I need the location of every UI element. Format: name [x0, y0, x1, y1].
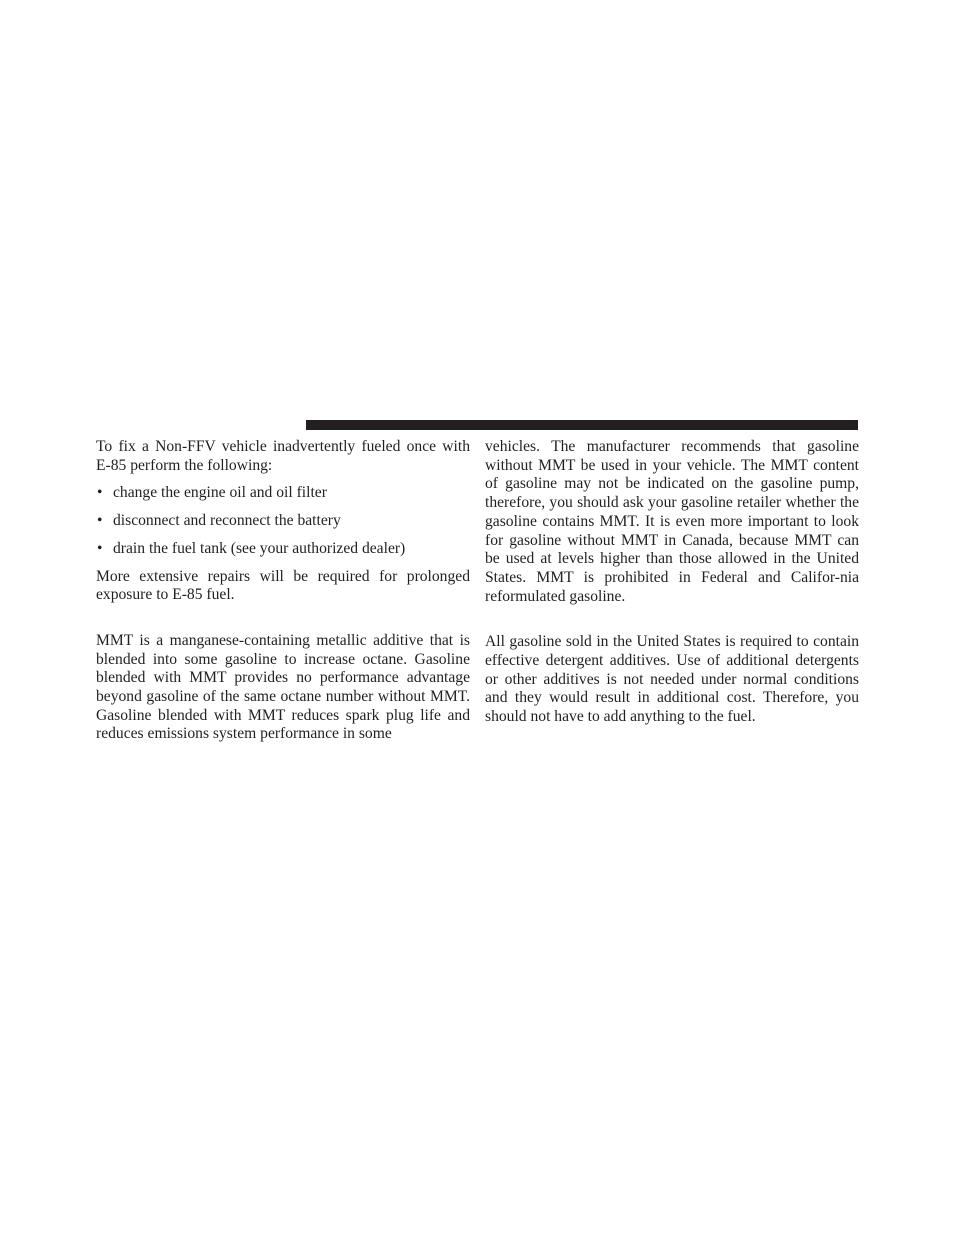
list-item [96, 540, 470, 559]
mmt-paragraph: MMT is a manganese-containing metallic additive that is blended into some gasoline to increase octane. Gasoline blended with MMT provides no performance advantage beyond gasoline of the same octane number without MMT. Gasoline blended with MMT reduces spark plug life and reduces emissions system performance in some [96, 631, 470, 743]
repair-steps-list [96, 484, 470, 558]
bullet-icon: • [97, 484, 103, 502]
list-item-text: drain the fuel tank (see your authorized dealer) [113, 539, 406, 557]
list-item [96, 512, 470, 531]
mmt-continued-paragraph: vehicles. The manufacturer recommends that gasoline without MMT be used in your vehicle. The MMT content of gasoline may not be indicated on the gasoline pump, therefore, you should ask your gasoline retailer whether the gasoline contains MMT. It is even more important to look for gasoline without MMT in Canada, because MMT can be used at levels higher than those allowed in the United States. MMT is prohibited in Federal and Califor-nia reformulated gasoline. [485, 438, 859, 605]
intro-paragraph: To fix a Non-FFV vehicle inadvertently fueled once with E-85 perform the following: [96, 438, 470, 474]
section-header-bar [306, 420, 858, 430]
bullet-icon: • [97, 512, 103, 530]
list-item-text: change the engine oil and oil filter [113, 484, 327, 502]
left-column [96, 438, 470, 744]
right-column [485, 438, 859, 727]
repairs-paragraph: More extensive repairs will be required for prolonged exposure to E-85 fuel. [96, 567, 470, 604]
list-item-text: disconnect and reconnect the battery [113, 512, 341, 530]
bullet-icon: • [97, 539, 103, 557]
detergents-paragraph: All gasoline sold in the United States is required to contain effective detergent additives. Use of additional detergents or other additives is not needed under normal conditions and they would result in additional cost. Therefore, you should not have to add anything to the fuel. [485, 633, 859, 726]
list-item [96, 484, 470, 503]
